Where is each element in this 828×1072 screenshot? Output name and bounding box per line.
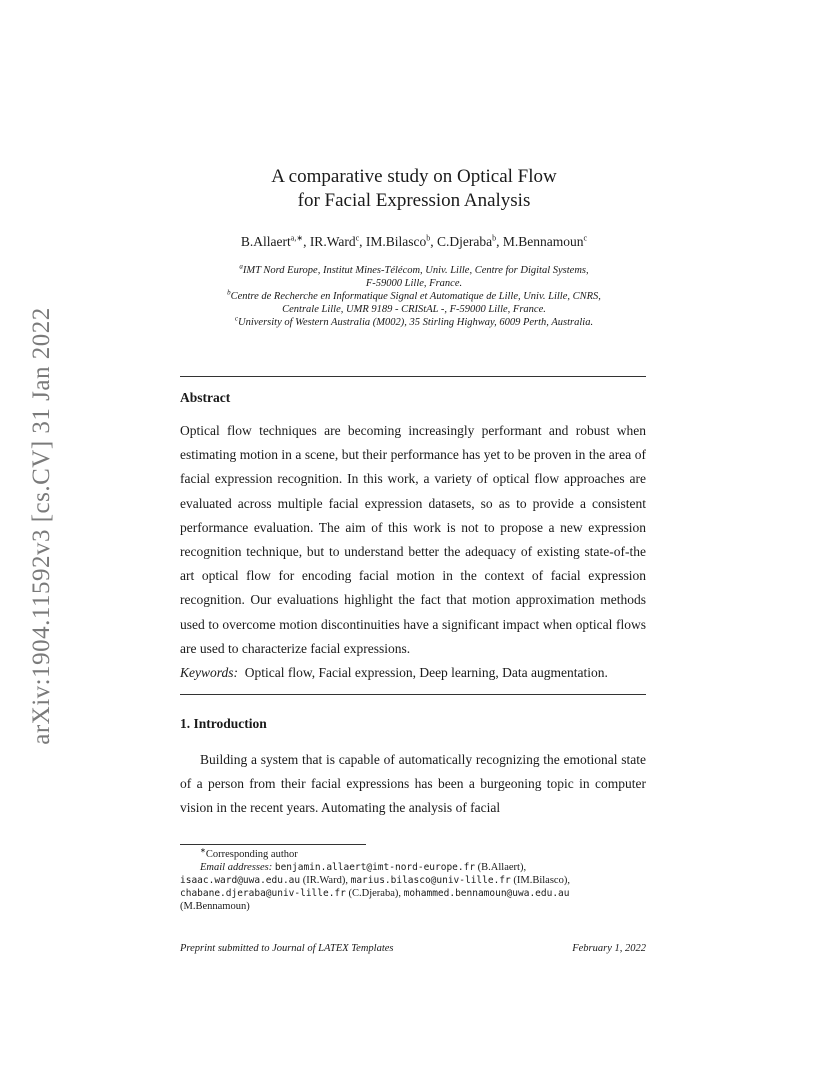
keywords: Optical flow, Facial expression, Deep learning, Data augmentation. <box>244 665 608 681</box>
author: C.Djeraba$^b$, <box>437 233 503 249</box>
title-line-1: A comparative study on Optical Flow <box>271 166 557 187</box>
affiliation-b-cont: Centrale Lille, UMR 9189 - CRIStAL -, F-59000 Lille, France. <box>282 304 546 315</box>
arxiv-stamp: arXiv:1904.11592v3 [cs.CV] 31 Jan 2022 <box>28 307 55 745</box>
footer-date: February 1, 2022 <box>572 943 646 954</box>
footnote-emails-line4: (M.Bennamoun) <box>180 901 250 912</box>
affiliation-c: $^c$University of Western Australia (M002), 35 Stirling Highway, 6009 Perth, Australia. <box>234 314 594 328</box>
abstract-heading: Abstract <box>180 390 231 405</box>
footnote-corresponding: ∗Corresponding author <box>200 846 298 860</box>
email-link[interactable]: isaac.ward@uwa.edu.au <box>180 875 301 886</box>
abstract-bottom-rule <box>180 694 646 695</box>
affiliation-a-cont: F-59000 Lille, France. <box>365 278 463 289</box>
email-link[interactable]: benjamin.allaert@imt-nord-europe.fr <box>274 862 476 873</box>
footnote <box>180 848 646 913</box>
footnote-rule <box>180 844 366 845</box>
email-link[interactable]: chabane.djeraba@univ-lille.fr <box>180 888 346 899</box>
author: IR.Ward$^c$, <box>309 233 366 249</box>
footnote-emails-line3: chabane.djeraba@univ-lille.fr (C.Djeraba), mohammed.bennamoun@uwa.edu.au <box>180 888 570 899</box>
email-link[interactable]: mohammed.bennamoun@uwa.edu.au <box>403 888 570 899</box>
abstract-top-rule <box>180 376 646 377</box>
abstract-text: Optical flow techniques are becoming increasingly performant and robust when estimating motion in a scene, but their performance has yet to be proven in the area of facial expression recognition. In this work, a variety of optical flow approaches are evaluated across multiple facial expression datasets, so as to provide a consistent performance evaluation. The aim of this work is not to propose a new expression recognition technique, but to understand better the adequacy of existing state-of-the art optical flow for encoding facial motion in the context of facial expression recognition. Our evaluations highlight the fact that motion approximation methods used to overcome motion discontinuities have a significant impact when optical flows are used to characterize facial expressions. Keywords: Optical flow, Facial expression, Deep learning, Data augmentation. <box>180 423 646 681</box>
keywords-label: Keywords: <box>180 665 238 681</box>
author: M.Bennamoun$^c$ <box>502 233 588 249</box>
author-list <box>0 234 828 250</box>
footer-journal: Preprint submitted to Journal of LATEX Templates <box>180 943 394 954</box>
author: IM.Bilasco$^b$, <box>365 233 438 249</box>
paper-title <box>0 165 828 213</box>
email-link[interactable]: marius.bilasco@univ-lille.fr <box>350 875 511 886</box>
intro-paragraph: Building a system that is capable of automatically recognizing the emotional state of a person from their facial expressions has been a burgeoning topic in computer vision in the recent years. Automating the analysis of facial <box>180 752 646 816</box>
footnote-emails-line1: Email addresses: benjamin.allaert@imt-nord-europe.fr (B.Allaert), <box>200 862 527 873</box>
author: B.Allaert$^{a,∗}$, <box>240 233 310 249</box>
affiliations <box>0 264 828 329</box>
section-heading-introduction: 1. Introduction <box>180 716 267 731</box>
affiliation-b: $^b$Centre de Recherche en Informatique Signal et Automatique de Lille, Univ. Lille, CNRS, <box>227 288 601 302</box>
title-line-2: for Facial Expression Analysis <box>297 190 531 211</box>
footnote-emails-line2: isaac.ward@uwa.edu.au (IR.Ward), marius.bilasco@univ-lille.fr (IM.Bilasco), <box>180 875 570 886</box>
affiliation-a: $^a$IMT Nord Europe, Institut Mines-Télécom, Univ. Lille, Centre for Digital Systems, <box>239 262 589 276</box>
